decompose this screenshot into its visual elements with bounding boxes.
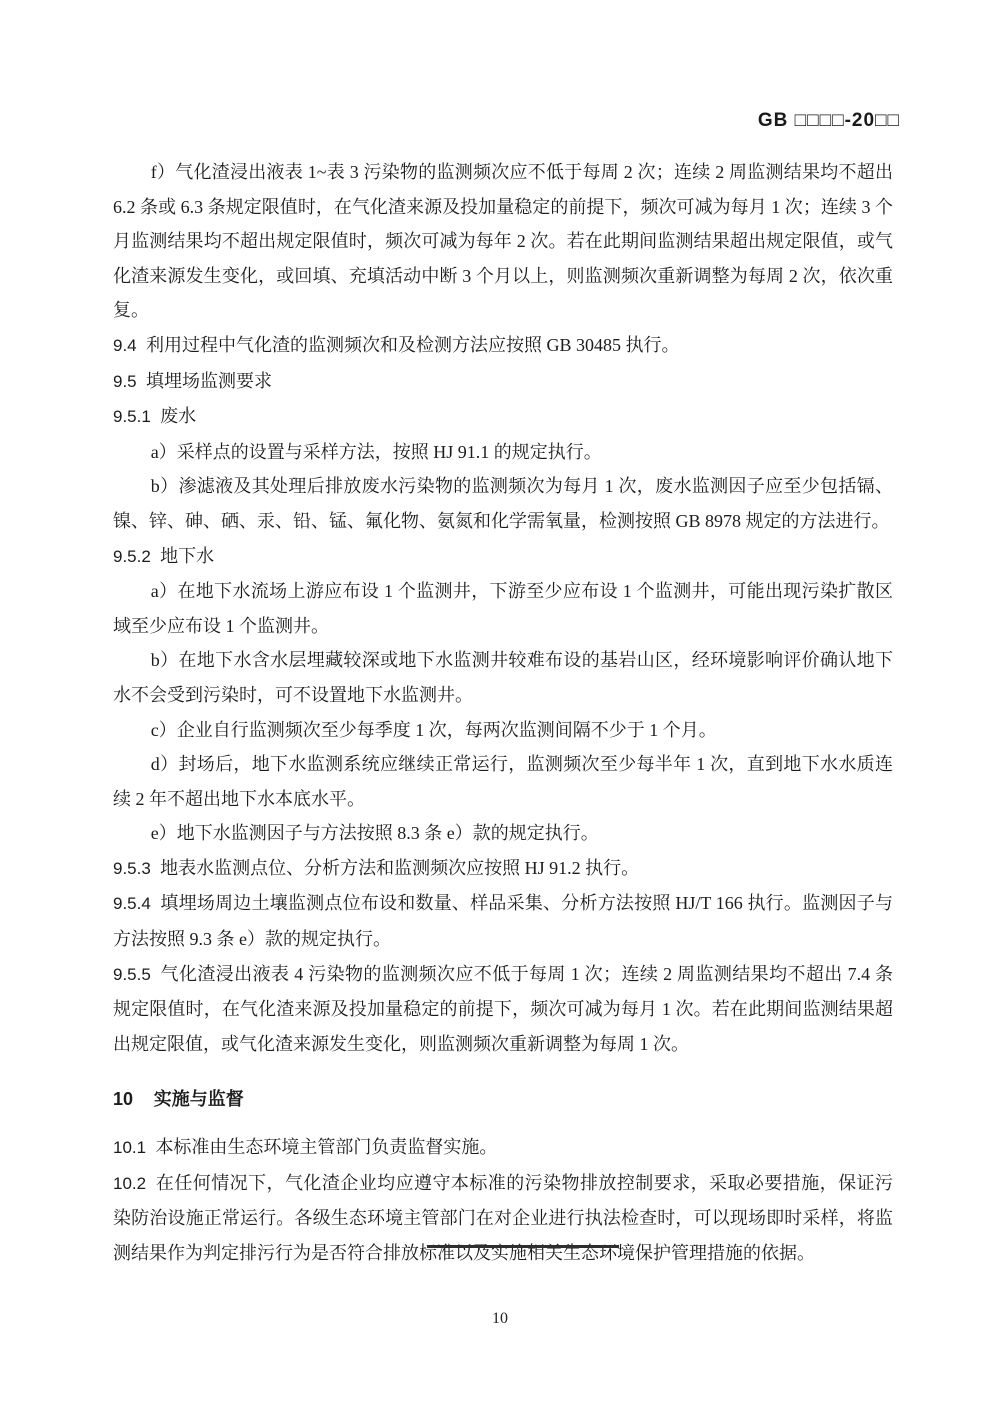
paragraph — [113, 539, 893, 575]
standard-code-header: GB □□□□-20□□ — [757, 110, 900, 131]
paragraph — [113, 364, 893, 400]
paragraph — [113, 1166, 893, 1271]
clause-text: 填埋场监测要求 — [145, 370, 272, 391]
clause-number: 10 — [113, 1089, 134, 1110]
paragraph — [113, 1130, 893, 1166]
clause-number: 9.5 — [113, 371, 137, 391]
clause-text: 地表水监测点位、分析方法和监测频次应按照 HJ 91.2 执行。 — [160, 857, 640, 878]
section-heading — [113, 1082, 893, 1117]
paragraph — [113, 957, 893, 1062]
clause-text: 废水 — [160, 406, 197, 427]
paragraph: a）采样点的设置与采样方法，按照 HJ 91.1 的规定执行。 — [150, 441, 602, 462]
clause-text: 利用过程中气化渣的监测频次和及检测方法应按照 GB 30485 执行。 — [145, 334, 680, 355]
paragraph — [113, 399, 893, 435]
clause-number: 9.5.5 — [113, 964, 151, 984]
paragraph: c）企业自行监测频次至少每季度 1 次，每两次监测间隔不少于 1 个月。 — [150, 719, 717, 740]
paragraph: b）渗滤液及其处理后排放废水污染物的监测频次为每月 1 次，废水监测因子应至少包括镉、镍、锌、砷、硒、汞、铅、锰、氟化物、氨氮和化学需氧量，检测按照 GB 8978 规定的方法进行。 — [113, 476, 893, 531]
paragraph: a）在地下水流场上游应布设 1 个监测井，下游至少应布设 1 个监测井，可能出现污染扩散区域至少应布设 1 个监测井。 — [113, 581, 893, 636]
paragraph: f）气化渣浸出液表 1~表 3 污染物的监测频次应不低于每周 2 次；连续 2 周监测结果均不超出 6.2 条或 6.3 条规定限值时，在气化渣来源及投加量稳定的前提下，频次可减为每月 1 次；连续 3 个月监测结果均不超出规定限值时，频次可减为每年 2 次。若在此期间监测结果超出规定限值，或气化渣来源发生变化，或回填、充填活动中断 3 个月以上，则监测频次重新调整为每周 2 次，依次重复。 — [113, 162, 893, 321]
paragraph — [113, 886, 893, 956]
clause-text: 实施与监督 — [153, 1089, 244, 1110]
clause-text: 在任何情况下，气化渣企业均应遵守本标准的污染物排放控制要求，采取必要措施，保证污染防治设施正常运行。各级生态环境主管部门在对企业进行执法检查时，可以现场即时采样，将监测结果作为判定排污行为是否符合排放标准以及实施相关生态环境保护管理措施的依据。 — [113, 1172, 893, 1263]
paragraph: e）地下水监测因子与方法按照 8.3 条 e）款的规定执行。 — [150, 823, 599, 844]
clause-text: 地下水 — [160, 545, 215, 566]
clause-number: 9.5.2 — [113, 546, 151, 566]
clause-text: 本标准由生态环境主管部门负责监督实施。 — [155, 1137, 498, 1158]
clause-number: 9.5.4 — [113, 894, 151, 914]
paragraph: d）封场后，地下水监测系统应继续正常运行，监测频次至少每半年 1 次，直到地下水水质连续 2 年不超出地下水本底水平。 — [113, 754, 893, 809]
paragraph: b）在地下水含水层埋藏较深或地下水监测井较难布设的基岩山区，经环境影响评价确认地下水不会受到污染时，可不设置地下水监测井。 — [113, 650, 893, 705]
paragraph — [113, 328, 893, 364]
page-number: 10 — [492, 1310, 508, 1327]
end-of-document-rule — [427, 1245, 619, 1248]
clause-number: 10.1 — [113, 1138, 147, 1158]
document-body — [113, 155, 893, 1270]
paragraph — [113, 851, 893, 887]
clause-text: 填埋场周边土壤监测点位布设和数量、样品采集、分析方法按照 HJ/T 166 执行。监测因子与方法按照 9.3 条 e）款的规定执行。 — [113, 893, 893, 950]
clause-number: 9.5.1 — [113, 407, 151, 427]
clause-number: 10.2 — [113, 1173, 147, 1193]
clause-number: 9.4 — [113, 335, 137, 355]
clause-number: 9.5.3 — [113, 858, 151, 878]
clause-text: 气化渣浸出液表 4 污染物的监测频次应不低于每周 1 次；连续 2 周监测结果均不超出 7.4 条规定限值时，在气化渣来源及投加量稳定的前提下，频次可减为每月 1 次。若在此期间监测结果超出规定限值，或气化渣来源发生变化，则监测频次重新调整为每周 1 次。 — [113, 963, 893, 1054]
